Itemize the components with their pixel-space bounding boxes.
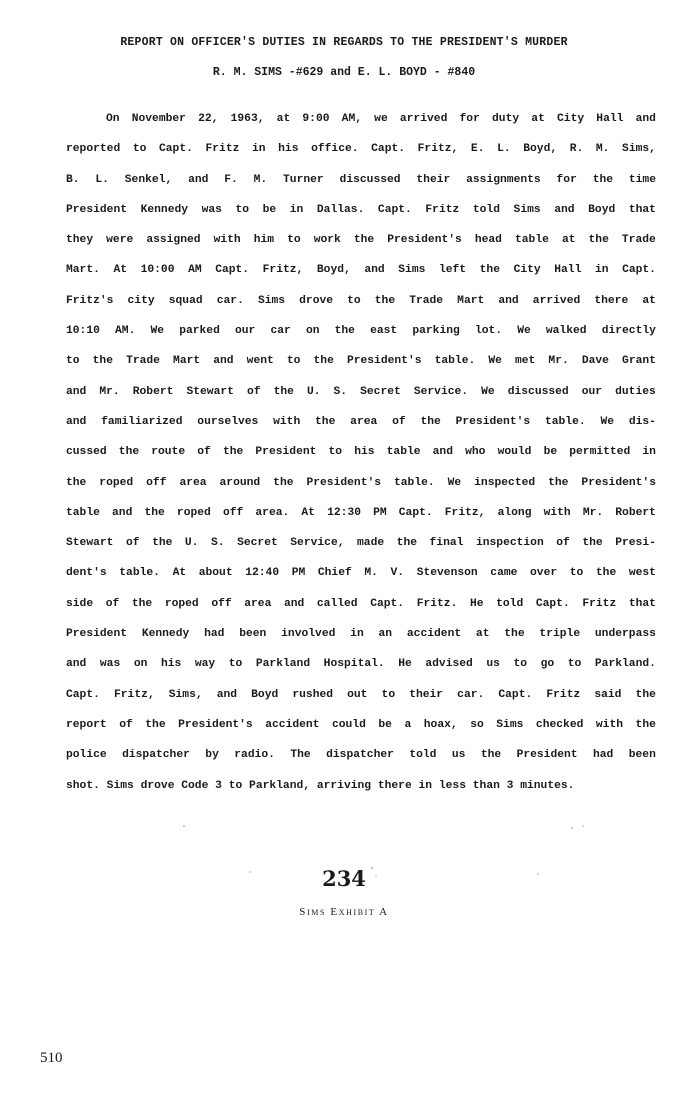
body-line: and familiarized ourselves with the area of the President's table. We dis- [66,415,656,428]
body-line: police dispatcher by radio. The dispatcher told us the President had been [66,749,656,762]
body-line: the roped off area around the President's table. We inspected the President's [66,476,656,489]
body-line: B. L. Senkel, and F. M. Turner discussed their assignments for the time [66,173,656,186]
body-line: Stewart of the U. S. Secret Service, made the final inspection of the Presi- [66,537,656,550]
body-line: Fritz's city squad car. Sims drove to the Trade Mart and arrived there at [66,294,656,307]
volume-page-number: 510 [40,1050,63,1066]
report-body [66,108,656,805]
body-line: President Kennedy was to be in Dallas. Capt. Fritz told Sims and Boyd that [66,203,656,216]
body-line: table and the roped off area. At 12:30 PM Capt. Fritz, along with Mr. Robert [66,506,656,519]
body-line: shot. Sims drove Code 3 to Parkland, arriving there in less than 3 minutes. [66,779,575,792]
body-line: On November 22, 1963, at 9:00 AM, we arrived for duty at City Hall and [106,113,656,125]
body-line: dent's table. At about 12:40 PM Chief M. V. Stevenson came over to the west [66,567,656,580]
body-line: reported to Capt. Fritz in his office. Capt. Fritz, E. L. Boyd, R. M. Sims, [66,143,656,156]
body-line: and was on his way to Parkland Hospital. He advised us to go to Parkland. [66,658,656,671]
report-title: REPORT ON OFFICER'S DUTIES IN REGARDS TO THE PRESIDENT'S MURDER [120,36,568,49]
body-line: they were assigned with him to work the President's head table at the Trade [66,234,656,247]
body-line: side of the roped off area and called Capt. Fritz. He told Capt. Fritz that [66,597,656,610]
body-line: 10:10 AM. We parked our car on the east parking lot. We walked directly [66,325,656,338]
body-line: cussed the route of the President to his table and who would be permitted in [66,446,656,459]
officers-subtitle: R. M. SIMS -#629 and E. L. BOYD - #840 [212,66,476,79]
exhibit-label: Sims Exhibit A [299,906,389,918]
body-line: Capt. Fritz, Sims, and Boyd rushed out to their car. Capt. Fritz said the [66,688,656,701]
body-line: President Kennedy had been involved in an accident at the triple underpass [66,628,656,641]
exhibit-page-number: 234 [322,866,366,891]
body-line: and Mr. Robert Stewart of the U. S. Secret Service. We discussed our duties [66,385,656,398]
body-line: report of the President's accident could be a hoax, so Sims checked with the [66,718,656,731]
body-line: Mart. At 10:00 AM Capt. Fritz, Boyd, and Sims left the City Hall in Capt. [66,264,656,277]
body-line: to the Trade Mart and went to the President's table. We met Mr. Dave Grant [66,355,656,368]
